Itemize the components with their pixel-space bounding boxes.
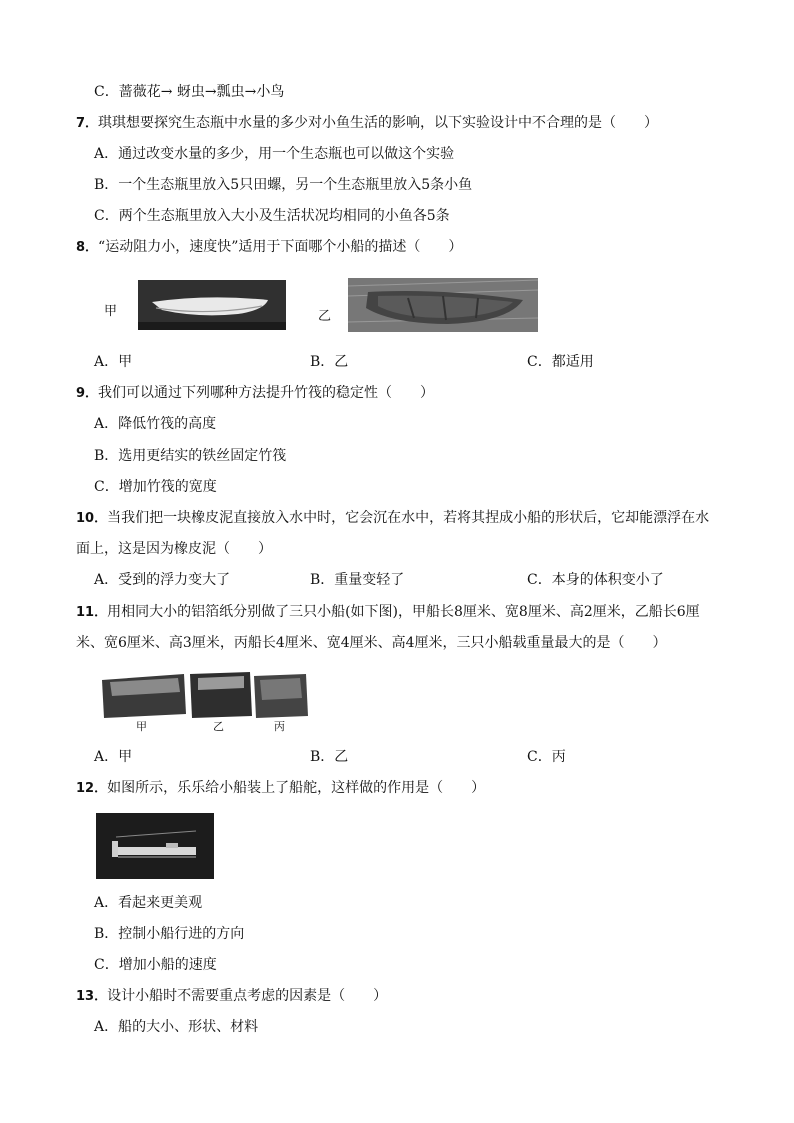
question-text-line1: 当我们把一块橡皮泥直接放入水中时，它会沉在水中，若将其捏成小船的形状后，它却能漂浮在水	[107, 510, 710, 526]
question-9	[76, 383, 434, 404]
question-number: 13．	[76, 989, 108, 1004]
boat-jia-photo	[138, 280, 286, 330]
q10-option-b: B．重量变轻了	[310, 572, 405, 588]
q7-option-a: A．通过改变水量的多少，用一个生态瓶也可以做这个实验	[94, 146, 455, 162]
question-13	[76, 986, 387, 1007]
q11-option-a: A．甲	[94, 749, 133, 765]
question-7	[76, 113, 658, 134]
question-number: 7．	[76, 116, 99, 131]
q12-option-c: C．增加小船的速度	[94, 957, 217, 973]
q8-option-a: A．甲	[94, 354, 133, 370]
q9-option-c: C．增加竹筏的宽度	[94, 479, 217, 495]
boat-jia-image	[138, 280, 286, 330]
question-number: 11．	[76, 605, 108, 620]
q12-option-a: A．看起来更美观	[94, 895, 203, 911]
boat-label-jia: 甲	[136, 720, 147, 733]
boat-label-yi: 乙	[318, 309, 332, 324]
boat-label-bing: 丙	[274, 720, 285, 733]
question-text: 我们可以通过下列哪种方法提升竹筏的稳定性（ ）	[98, 385, 435, 401]
boat-label-jia: 甲	[104, 304, 118, 319]
question-number: 8．	[76, 240, 99, 255]
q7-option-b: B．一个生态瓶里放入5只田螺，另一个生态瓶里放入5条小鱼	[94, 177, 473, 193]
q13-option-a: A．船的大小、形状、材料	[94, 1019, 259, 1035]
question-11	[76, 602, 700, 623]
q11-option-b: B．乙	[310, 749, 349, 765]
question-text: 设计小船时不需要重点考虑的因素是（ ）	[107, 988, 388, 1004]
q6-option-c: C．蔷薇花→ 蚜虫→瓢虫→小鸟	[94, 84, 285, 100]
question-number: 10．	[76, 511, 108, 526]
q9-option-a: A．降低竹筏的高度	[94, 416, 217, 432]
foil-boats-photo	[100, 668, 310, 720]
q8-option-c: C．都适用	[527, 354, 594, 370]
question-number: 12．	[76, 781, 108, 796]
question-8	[76, 237, 462, 258]
question-number: 9．	[76, 386, 99, 401]
boat-label-yi: 乙	[213, 720, 224, 733]
question-10	[76, 508, 709, 529]
question-10-line2: 面上，这是因为橡皮泥（ ）	[76, 541, 272, 557]
question-12	[76, 778, 485, 799]
q12-option-b: B．控制小船行进的方向	[94, 926, 245, 942]
q10-option-a: A．受到的浮力变大了	[94, 572, 231, 588]
question-11-line2: 米、宽6厘米、高3厘米，丙船长4厘米、宽4厘米、高4厘米，三只小船载重量最大的是（ ）	[76, 635, 667, 651]
boat-yi-image	[348, 278, 538, 332]
rudder-boat-image	[96, 813, 214, 879]
question-text-line1: 用相同大小的铝箔纸分别做了三只小船(如下图)，甲船长8厘米、宽8厘米、高2厘米，乙船长6厘	[107, 604, 700, 620]
q11-option-c: C．丙	[527, 749, 566, 765]
q9-option-b: B．选用更结实的铁丝固定竹筏	[94, 448, 287, 464]
question-text: “运动阻力小，速度快”适用于下面哪个小船的描述（ ）	[98, 239, 463, 255]
foil-boats-image	[100, 668, 310, 720]
q7-option-c: C．两个生态瓶里放入大小及生活状况均相同的小鱼各5条	[94, 208, 450, 224]
question-text: 琪琪想要探究生态瓶中水量的多少对小鱼生活的影响，以下实验设计中不合理的是（ ）	[98, 115, 659, 131]
rudder-boat-photo	[96, 813, 214, 879]
q8-option-b: B．乙	[310, 354, 349, 370]
boat-yi-photo	[348, 278, 538, 332]
q10-option-c: C．本身的体积变小了	[527, 572, 664, 588]
question-text: 如图所示，乐乐给小船装上了船舵，这样做的作用是（ ）	[107, 780, 486, 796]
